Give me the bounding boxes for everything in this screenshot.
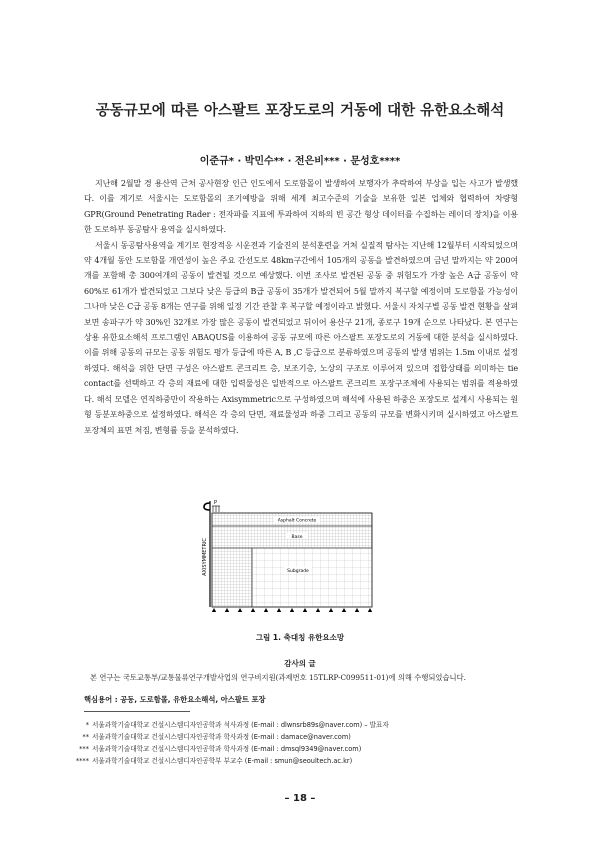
subgrade-fine-zone: [212, 548, 252, 607]
footnote: * 서울과학기술대학교 건설시스템디자인공학과 석사과정 (E-mail : dlwnsrb89s@naver.com) – 발표자: [85, 721, 389, 729]
keywords: 핵심용어 : 공동, 도로함몰, 유한요소해석, 아스팔트 포장: [84, 695, 266, 704]
load-arrows: [212, 506, 220, 512]
paragraph-1: 지난해 2월말 경 용산역 근처 공사현장 인근 인도에서 도로함몰이 발생하여 보행자가 추락하여 부상을 입는 사고가 발생했다. 이를 계기로 서울시는 도로함몰의 조기예방을 위해 세계 최고수준의 기술을 보유한 일본 업체와 협력하여 차량형 GPR(Ground Penetrating Rader : 전자파를 지표에 투과하여 지하의 빈 공간 형상 데이터를 수집하는 레이더 장치)을 이용한 도로하부 동공탐사 용역을 실시하였다.: [84, 179, 518, 235]
figure-caption: 그림 1. 축대칭 유한요소망: [255, 633, 345, 642]
fe-mesh-figure: [200, 497, 386, 645]
axis-label: AXISYMMETRIC: [202, 538, 208, 576]
footnote: *** 서울과학기술대학교 건설시스템디자인공학과 학사과정 (E-mail : dmsql9349@naver.com): [79, 745, 362, 754]
asphalt-label: Asphalt Concrete: [277, 518, 317, 524]
fe-mesh-diagram: [200, 497, 386, 645]
footnotes: [65, 719, 389, 767]
footnote: **** 서울과학기술대학교 건설시스템디자인공학부 부교수 (E-mail : smun@seoultech.ac.kr): [75, 757, 353, 766]
page-number: – 18 –: [284, 793, 316, 804]
footnote: ** 서울과학기술대학교 건설시스템디자인공학과 학사과정 (E-mail : damace@naver.com): [82, 733, 351, 742]
author-list: 이준규* · 박민수** · 전은비*** · 문성호****: [199, 156, 401, 167]
base-label: Base: [291, 534, 303, 540]
abstract-body: [84, 176, 518, 438]
boundary-supports: [212, 608, 372, 612]
footnote-divider: [84, 711, 190, 712]
acknowledgement-text: 본 연구는 국토교통부/교통물류연구개발사업의 연구비지원(과제번호 15TLRP-C099511-01)에 의해 수행되었습니다.: [90, 673, 466, 682]
load-label: P: [214, 500, 218, 506]
subgrade-label: Subgrade: [287, 568, 309, 574]
paper-title: 공동규모에 따른 아스팔트 포장도로의 거동에 대한 유한요소해석: [95, 103, 505, 119]
axisymmetric-symbol: [204, 503, 210, 510]
paragraph-2: 서울시 동공탐사용역을 계기로 현장적응 시운전과 기술진의 분석훈련을 거쳐 실질적 탐사는 지난해 12월부터 시작되었으며 약 4개월 동안 도로함몰 개연성이 높은 주요 간선도로 48km구간에서 105개의 공동을 발견하였으며 금년 말까지는 약 200여개를 포함해 총 300여개의 공동이 발견될 것으로 예상했다. 이번 조사로 발견된 공동 중 위험도가 가장 높은 A급 공동이 약 60%로 61개가 발견되었고 그보다 낮은 등급의 B급 공동이 35개가 발견되어 5월 말까지 복구할 예정이며 도로함몰 가능성이 그나마 낮은 C급 공동 8개는 연구를 위해 일정 기간 관찰 후 복구할 예정이라고 밝혔다. 서울시 자치구별 공동 발견 현황을 살펴보면 송파구가 약 30%인 32개로 가장 많은 공동이 발견되었고 뒤이어 용산구 21개, 종로구 19개 순으로 나타났다. 본 연구는 상용 유한요소해석 프로그램인 ABAQUS를 이용하여 공동 규모에 따른 아스팔트 포장도로의 거동에 대한 분석을 실시하였다. 이를 위해 공동의 규모는 공동 위험도 평가 등급에 따른 A, B ,C 등급으로 분류하였으며 공동의 발생 범위는 1.5m 이내로 설정하였다. 해석을 위한 단면 구성은 아스팔트 콘크리트 층, 보조기층, 노상의 구조로 이루어져 있으며 접합상태를 의미하는 tie contact를 선택하고 각 층의 재료에 대한 입력물성은 일반적으로 아스팔트 콘크리트 포장구조체에 사용되는 범위를 적용하였다. 해석 모델은 연직하중만이 작용하는 Axisymmetric으로 구성하였으며 해석에 사용된 하중은 포장도로 설계시 사용되는 원형 등분포하중으로 설정하였다. 해석은 각 층의 단면, 재료물성과 하중 그리고 공동의 규모를 변화시키며 실시하였고 아스팔트 포장체의 표면 처짐, 변형률 등을 분석하였다.: [84, 240, 518, 435]
acknowledgement-heading: 감사의 글: [284, 659, 316, 668]
subgrade-layer: [252, 548, 372, 607]
